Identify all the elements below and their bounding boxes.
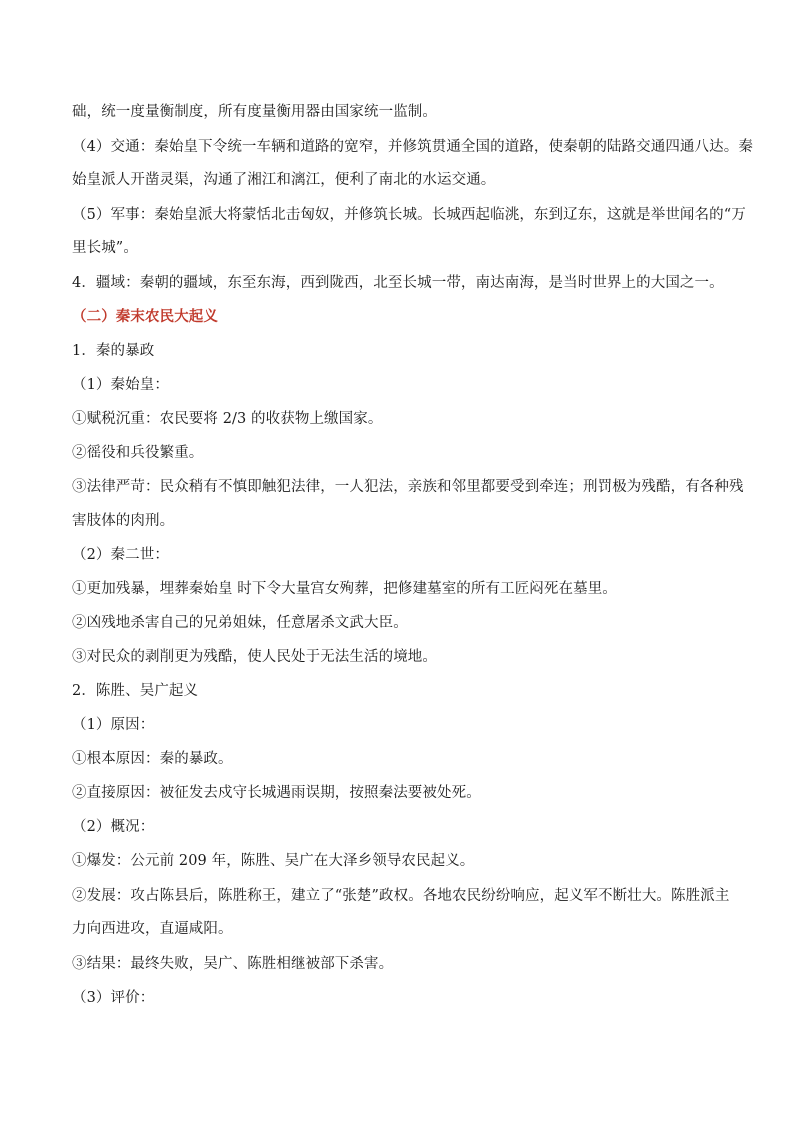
text-line: 2．陈胜、吴广起义	[72, 683, 199, 699]
text-line: 力向西进攻，直逼咸阳。	[72, 921, 233, 937]
text-line: ①爆发：公元前 209 年，陈胜、吴广在大泽乡领导农民起义。	[72, 853, 475, 869]
text-line: ②凶残地杀害自己的兄弟姐妹，任意屠杀文武大臣。	[72, 615, 408, 631]
text-line: 害肢体的肉刑。	[72, 513, 175, 529]
text-line: ③对民众的剥削更为残酷，使人民处于无法生活的境地。	[72, 649, 437, 665]
text-line: ②发展：攻占陈县后，陈胜称王，建立了“张楚”政权。各地农民纷纷响应，起义军不断壮大。陈胜派主	[72, 888, 730, 904]
text-line: （2）秦二世：	[72, 547, 169, 563]
text-line: （1）原因：	[72, 717, 155, 733]
text-line: （4）交通：秦始皇下令统一车辆和道路的宽窄，并修筑贯通全国的道路，使秦朝的陆路交通四通八达。秦	[72, 139, 753, 155]
text-line: 4．疆域：秦朝的疆域，东至东海，西到陇西，北至长城一带，南达南海，是当时世界上的大国之一。	[72, 275, 724, 291]
text-line: ③法律严苛：民众稍有不慎即触犯法律，一人犯法，亲族和邻里都要受到牵连；刑罚极为残酷，有各种残	[72, 479, 744, 495]
text-line: 始皇派人开凿灵渠，沟通了湘江和漓江，便利了南北的水运交通。	[72, 172, 496, 188]
text-line: 里长城”。	[72, 240, 138, 256]
section-heading: （二）秦末农民大起义	[72, 308, 218, 325]
text-line: （2）概况：	[72, 819, 155, 835]
text-line: ②徭役和兵役繁重。	[72, 445, 204, 461]
text-line: 1．秦的暴政	[72, 343, 155, 359]
text-line: （1）秦始皇：	[72, 377, 169, 393]
text-line: （5）军事：秦始皇派大将蒙恬北击匈奴，并修筑长城。长城西起临洮，东到辽东，这就是举世闻名的“万	[72, 207, 746, 223]
text-line: ②直接原因：被征发去戍守长城遇雨误期，按照秦法要被处死。	[72, 785, 481, 801]
text-line: ①赋税沉重：农民要将 2/3 的收获物上缴国家。	[72, 411, 383, 427]
text-line: 础，统一度量衡制度，所有度量衡用器由国家统一监制。	[72, 104, 437, 120]
text-line: ①更加残暴，埋葬秦始皇 时下令大量宫女殉葬，把修建墓室的所有工匠闷死在墓里。	[72, 581, 617, 597]
text-line: ③结果：最终失败，吴广、陈胜相继被部下杀害。	[72, 956, 394, 972]
text-line: （3）评价：	[72, 990, 155, 1006]
text-line: ①根本原因：秦的暴政。	[72, 751, 233, 767]
